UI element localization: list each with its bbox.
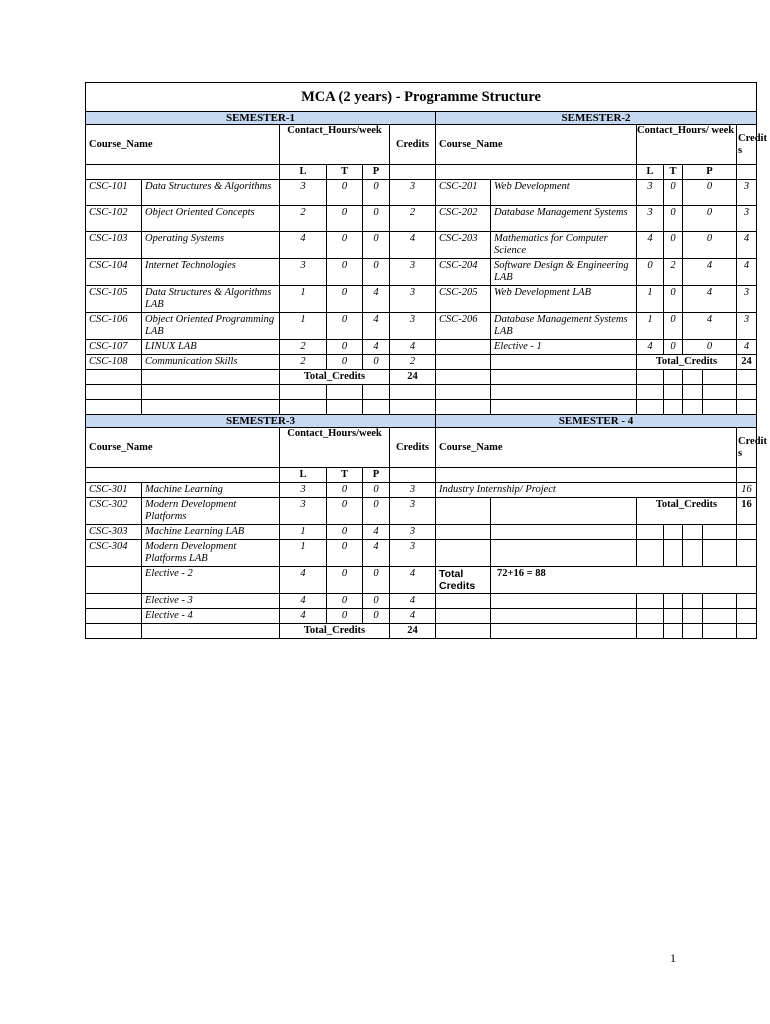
table-row: CSC-101 Data Structures & Algorithms 3 0 0 3 CSC-201 Web Development 3 0 0 3 [86, 180, 757, 206]
table-row: CSC-108 Communication Skills 2 0 0 2 Total_Credits 24 [86, 355, 757, 370]
semester-1-total-label: Total_Credits [280, 370, 390, 385]
tutorial-header: T [327, 468, 363, 483]
semester-1-total-value: 24 [390, 370, 436, 385]
table-row: CSC-106 Object Oriented Programming LAB 1 0 4 3 CSC-206 Database Management Systems LAB 1 0 4 3 [86, 313, 757, 340]
semester-2-header: SEMESTER-2 [436, 112, 757, 125]
page-number: 1 [670, 951, 676, 965]
table-row: CSC-303 Machine Learning LAB 1 0 4 3 [86, 525, 757, 540]
page-title: MCA (2 years) - Programme Structure [86, 83, 757, 112]
table-row: CSC-107 LINUX LAB 2 0 4 4 Elective - 1 4 0 0 4 [86, 340, 757, 355]
semester-4-total-label: Total_Credits [637, 498, 737, 525]
course-name-header: Course_Name [86, 125, 280, 165]
course-name-header: Course_Name [436, 125, 637, 165]
semester-1-header: SEMESTER-1 [86, 112, 436, 125]
table-row [86, 370, 757, 385]
lecture-header: L [280, 165, 327, 180]
table-row: Elective - 4 4 0 0 4 [86, 609, 757, 624]
table-row: Elective - 3 4 0 0 4 [86, 594, 757, 609]
credits-header: Credit s [737, 125, 757, 165]
table-row: Elective - 2 4 0 0 4 Total Credits 72+16 = 88 [86, 567, 757, 594]
contact-hours-header: Contact_Hours/week [280, 125, 390, 165]
table-row: CSC-301 Machine Learning 3 0 0 3 Industry Internship/ Project 16 [86, 483, 757, 498]
practical-header: P [363, 468, 390, 483]
credits-header: Credit s [737, 428, 757, 468]
tutorial-header: T [664, 165, 683, 180]
semester-4-header: SEMESTER - 4 [436, 415, 757, 428]
contact-hours-header: Contact_Hours/week [280, 428, 390, 468]
table-row: CSC-103 Operating Systems 4 0 0 4 CSC-203 Mathematics for Computer Science 4 0 0 4 [86, 232, 757, 259]
semester-3-total-value: 24 [390, 624, 436, 639]
contact-hours-header: Contact_Hours/ week [637, 125, 737, 165]
semester-4-total-value: 16 [737, 498, 757, 525]
credits-header: Credits [390, 125, 436, 165]
table-row: CSC-104 Internet Technologies 3 0 0 3 CSC-204 Software Design & Engineering LAB 0 2 4 4 [86, 259, 757, 286]
grand-total-value: 72+16 = 88 [491, 567, 757, 594]
programme-structure-table [85, 82, 767, 639]
table-row [86, 624, 757, 639]
semester-2-total-value: 24 [737, 355, 757, 370]
practical-header: P [363, 165, 390, 180]
internship-course: Industry Internship/ Project [436, 483, 737, 498]
lecture-header: L [280, 468, 327, 483]
lecture-header: L [637, 165, 664, 180]
table-row: CSC-304 Modern Development Platforms LAB 1 0 4 3 [86, 540, 757, 567]
course-name-header: Course_Name [86, 428, 280, 468]
credits-header: Credits [390, 428, 436, 468]
practical-header: P [683, 165, 737, 180]
table-row: CSC-302 Modern Development Platforms 3 0 0 3 Total_Credits 16 [86, 498, 757, 525]
grand-total-label: Total Credits [436, 567, 491, 594]
semester-3-header: SEMESTER-3 [86, 415, 436, 428]
table-row: CSC-105 Data Structures & Algorithms LAB 1 0 4 3 CSC-205 Web Development LAB 1 0 4 3 [86, 286, 757, 313]
semester-2-total-label: Total_Credits [637, 355, 737, 370]
course-name-header: Course_Name [436, 428, 737, 468]
internship-credits: 16 [737, 483, 757, 498]
semester-3-total-label: Total_Credits [280, 624, 390, 639]
table-row: CSC-102 Object Oriented Concepts 2 0 0 2 CSC-202 Database Management Systems 3 0 0 3 [86, 206, 757, 232]
tutorial-header: T [327, 165, 363, 180]
